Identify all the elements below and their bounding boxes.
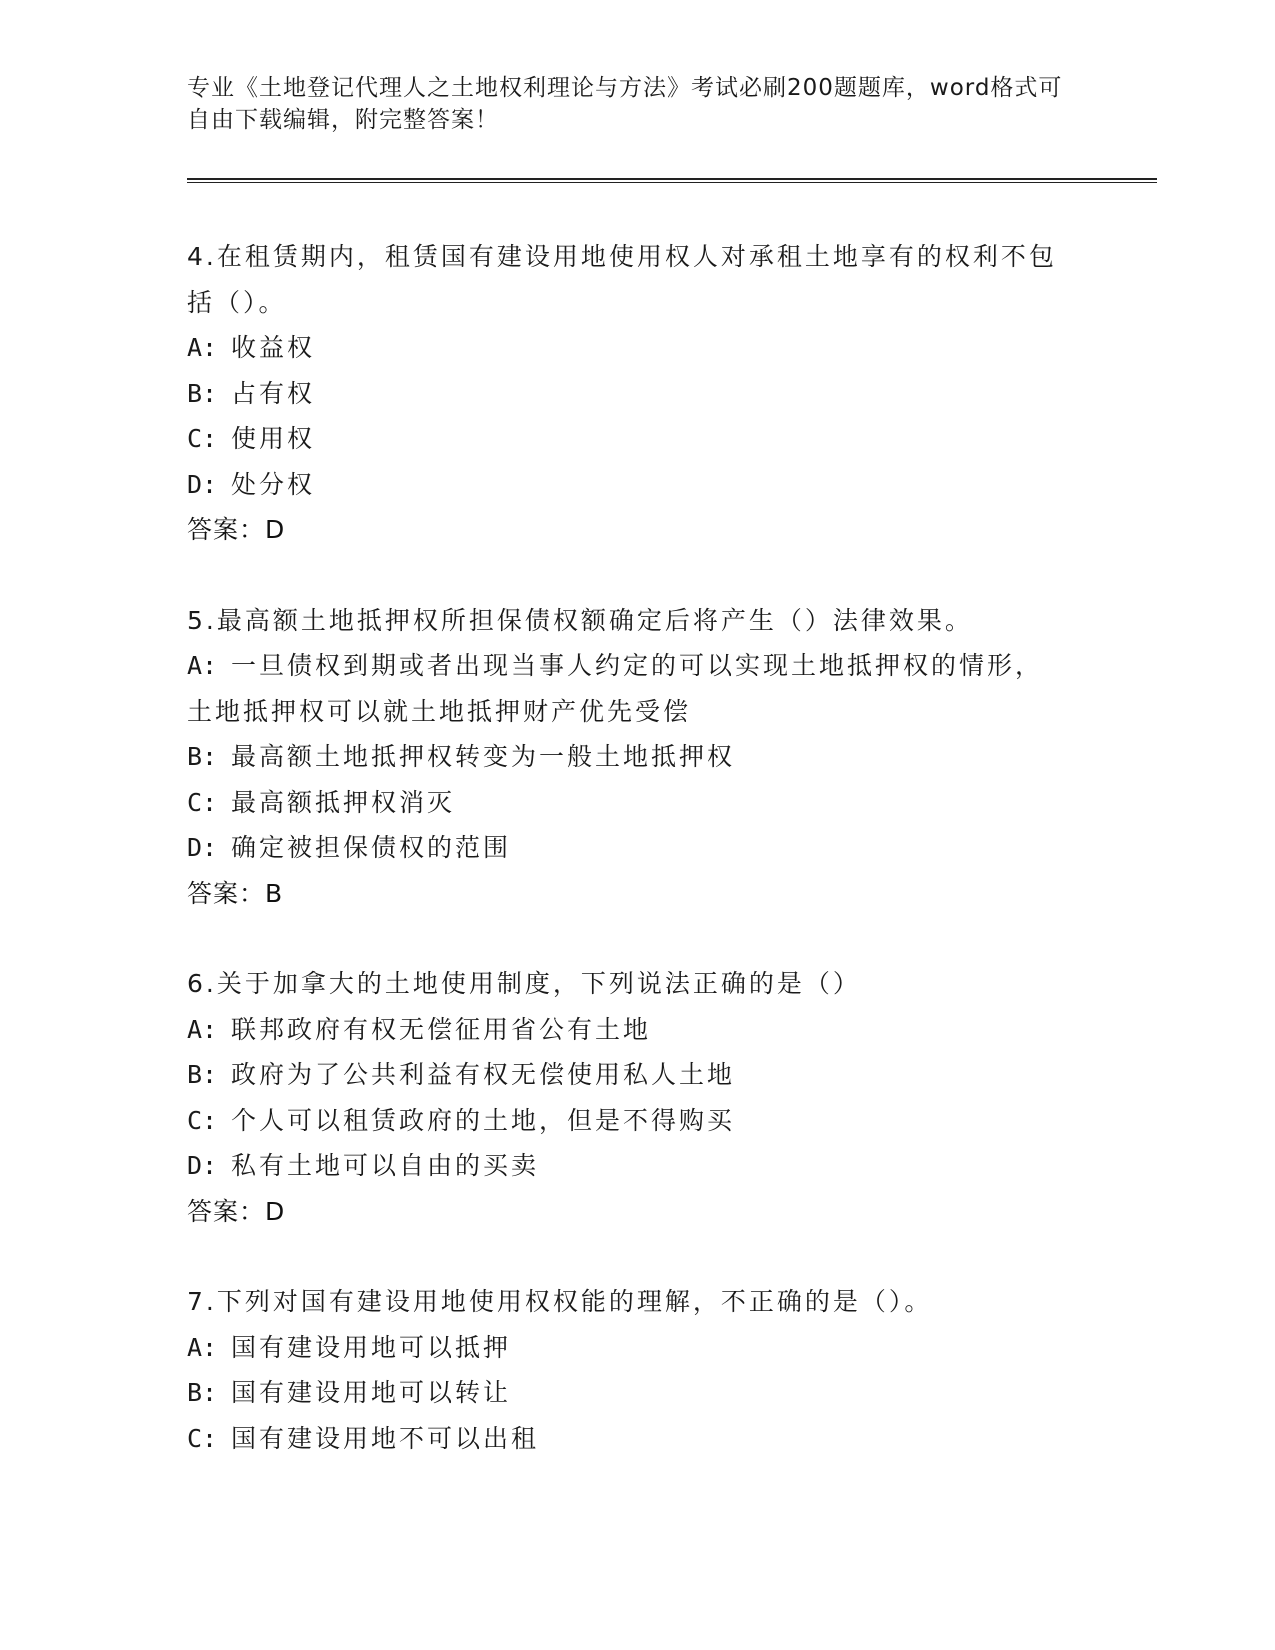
option-a — [187, 643, 1067, 734]
option-letter: C: — [187, 1105, 218, 1135]
option-letter: B: — [187, 1378, 218, 1407]
header-divider — [187, 178, 1157, 183]
question-list — [187, 234, 1067, 1506]
option-text: 占有权 — [231, 378, 316, 408]
answer-label: 答案：D — [187, 515, 286, 544]
option-b — [187, 1052, 1067, 1098]
option-text: 最高额抵押权消灭 — [231, 787, 456, 817]
option-d — [187, 462, 1067, 508]
option-letter: B: — [187, 378, 218, 408]
question-4 — [187, 234, 1067, 553]
option-a — [187, 1325, 1067, 1371]
option-text: 国有建设用地可以转让 — [231, 1378, 512, 1407]
question-stem: 5.最高额土地抵押权所担保债权额确定后将产生（）法律效果。 — [187, 605, 973, 635]
option-letter: A: — [187, 333, 218, 362]
option-letter: C: — [187, 1423, 218, 1453]
option-text: 一旦债权到期或者出现当事人约定的可以实现土地抵押权的情形，土地抵押权可以就土地抵押财产优先受偿 — [187, 651, 1044, 726]
option-c — [187, 780, 1067, 826]
option-letter: B: — [187, 742, 218, 771]
option-letter: A: — [187, 651, 218, 680]
option-text: 政府为了公共利益有权无偿使用私人土地 — [231, 1060, 736, 1089]
question-6 — [187, 961, 1067, 1234]
answer-label: 答案：D — [187, 1196, 286, 1226]
option-a — [187, 1007, 1067, 1053]
option-text: 确定被担保债权的范围 — [231, 833, 512, 862]
question-5 — [187, 598, 1067, 917]
option-c — [187, 1416, 1067, 1462]
question-stem: 7.下列对国有建设用地使用权权能的理解，不正确的是（）。 — [187, 1287, 933, 1316]
option-letter: B: — [187, 1060, 218, 1089]
option-a — [187, 325, 1067, 371]
option-text: 联邦政府有权无偿征用省公有土地 — [231, 1014, 652, 1044]
option-letter: D: — [187, 469, 218, 499]
document-header: 专业《土地登记代理人之土地权利理论与方法》考试必刷200题题库，word格式可自由下载编辑，附完整答案！ — [187, 75, 1063, 133]
option-letter: A: — [187, 1332, 218, 1362]
option-letter: C: — [187, 424, 218, 453]
option-text: 国有建设用地不可以出租 — [231, 1423, 540, 1453]
option-b — [187, 734, 1067, 780]
answer-label: 答案：B — [187, 878, 284, 908]
option-letter: D: — [187, 833, 218, 862]
option-c — [187, 416, 1067, 462]
question-7 — [187, 1279, 1067, 1461]
option-text: 国有建设用地可以抵押 — [231, 1332, 512, 1362]
option-d — [187, 1143, 1067, 1189]
option-text: 最高额土地抵押权转变为一般土地抵押权 — [231, 742, 736, 771]
option-letter: C: — [187, 787, 218, 817]
question-stem: 4.在租赁期内，租赁国有建设用地使用权人对承租土地享有的权利不包括（）。 — [187, 242, 1057, 317]
option-text: 使用权 — [231, 424, 316, 453]
option-text: 收益权 — [231, 333, 316, 362]
question-stem: 6.关于加拿大的土地使用制度，下列说法正确的是（） — [187, 969, 861, 998]
option-c — [187, 1098, 1067, 1144]
option-b — [187, 1370, 1067, 1416]
option-d — [187, 825, 1067, 871]
option-b — [187, 371, 1067, 417]
option-text: 私有土地可以自由的买卖 — [231, 1151, 540, 1180]
option-letter: D: — [187, 1151, 218, 1180]
option-text: 个人可以租赁政府的土地，但是不得购买 — [231, 1105, 736, 1135]
option-text: 处分权 — [231, 469, 316, 499]
option-letter: A: — [187, 1014, 218, 1044]
